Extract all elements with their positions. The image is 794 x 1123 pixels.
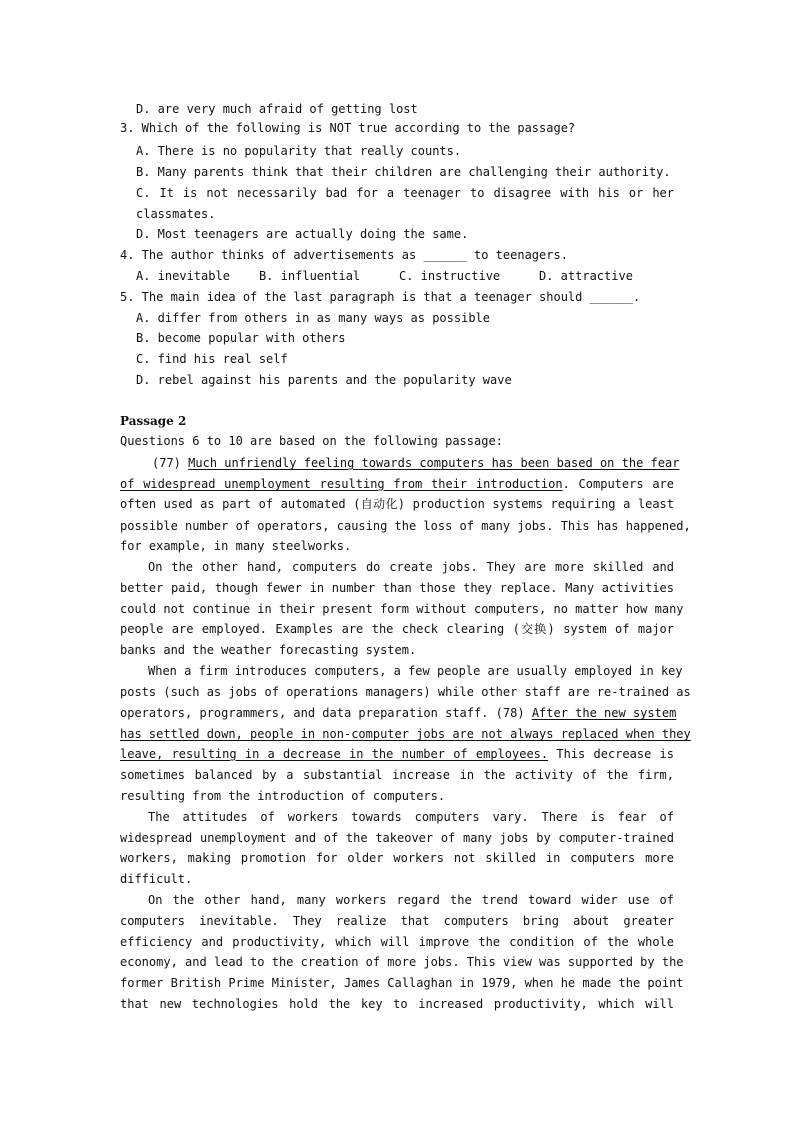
q5-stem: 5. The main idea of the last paragraph is that a teenager should ______.: [120, 290, 641, 304]
p3-line-7: resulting from the introduction of computers.: [120, 789, 446, 803]
p4-line-4: difficult.: [120, 872, 193, 886]
passage-intro: Questions 6 to 10 are based on the following passage:: [120, 434, 503, 448]
p3-underlined-2: has settled down, people in non-computer jobs are not always replaced when they: [120, 727, 691, 741]
p1-line-5: for example, in many steelworks.: [120, 539, 352, 553]
p1-line-2: [120, 477, 674, 492]
p2-line-1: On the other hand, computers do create jobs. They are more skilled and: [148, 560, 674, 574]
p3-line-2: posts (such as jobs of operations managers) while other staff are re-trained as: [120, 685, 691, 699]
q5-option-b: B. become popular with others: [136, 331, 346, 345]
q4-option-b: B. influential: [259, 269, 361, 283]
q3-option-a: A. There is no popularity that really counts.: [136, 144, 462, 158]
p3-line-3-start: operators, programmers, and data preparation staff. (78): [120, 706, 532, 720]
p5-line-6: that new technologies hold the key to increased productivity, which will: [120, 997, 674, 1011]
p2-line-4: people are employed. Examples are the check clearing (交换) system of major: [120, 622, 674, 636]
p4-line-1: The attitudes of workers towards computers vary. There is fear of: [148, 810, 674, 824]
q3-option-c-line1: C. It is not necessarily bad for a teenager to disagree with his or her: [136, 186, 674, 200]
p3-underlined-1: After the new system: [531, 706, 677, 720]
p4-line-2: widespread unemployment and of the takeover of many jobs by computer-trained: [120, 831, 674, 845]
p5-line-4: economy, and lead to the creation of more jobs. This view was supported by the: [120, 955, 684, 969]
p2-line-2: better paid, though fewer in number than those they replace. Many activities: [120, 581, 674, 595]
q3-option-b: B. Many parents think that their children are challenging their authority.: [136, 165, 671, 179]
p5-line-3: efficiency and productivity, which will improve the condition of the whole: [120, 935, 674, 949]
q3-option-d: D. Most teenagers are actually doing the same.: [136, 227, 469, 241]
p5-line-1: On the other hand, many workers regard the trend toward wider use of: [148, 893, 674, 907]
passage-heading: Passage 2: [120, 414, 187, 428]
p3-underlined-3: leave, resulting in a decrease in the number of employees.: [120, 747, 549, 761]
q3-stem: 3. Which of the following is NOT true according to the passage?: [120, 121, 576, 135]
p3-line-1: When a firm introduces computers, a few people are usually employed in key: [148, 664, 683, 678]
q3-option-c-line2: classmates.: [136, 207, 216, 221]
p4-line-3: workers, making promotion for older workers not skilled in computers more: [120, 851, 674, 865]
p3-line-3: [120, 706, 677, 721]
p1-line-4: possible number of operators, causing the loss of many jobs. This has happened,: [120, 519, 691, 533]
p3-line-5: [120, 747, 674, 762]
p5-line-2: computers inevitable. They realize that computers bring about greater: [120, 914, 674, 928]
p2-line-3: could not continue in their present form without computers, no matter how many: [120, 602, 684, 616]
p1-underlined-1: Much unfriendly feeling towards computers has been based on the fear: [188, 456, 680, 470]
p1-line-1: [152, 456, 680, 471]
p2-line-5: banks and the weather forecasting system.: [120, 643, 417, 657]
q4-option-a: A. inevitable: [136, 269, 230, 283]
p3-line-6: sometimes balanced by a substantial increase in the activity of the firm,: [120, 768, 674, 782]
q2-option-d: D. are very much afraid of getting lost: [136, 102, 418, 116]
q4-stem: 4. The author thinks of advertisements as ______ to teenagers.: [120, 248, 568, 262]
p1-underlined-2: of widespread unemployment resulting from their introduction: [120, 477, 563, 491]
p1-line-3: often used as part of automated (自动化) production systems requiring a least: [120, 497, 674, 511]
q4-option-c: C. instructive: [399, 269, 501, 283]
q4-option-d: D. attractive: [539, 269, 633, 283]
q5-option-c: C. find his real self: [136, 352, 288, 366]
q5-option-d: D. rebel against his parents and the popularity wave: [136, 373, 512, 387]
p1-line-2-rest: . Computers are: [562, 477, 674, 491]
q5-option-a: A. differ from others in as many ways as possible: [136, 311, 491, 325]
p3-line-5-rest: This decrease is: [548, 747, 674, 761]
p1-marker: (77): [152, 456, 181, 470]
p5-line-5: former British Prime Minister, James Callaghan in 1979, when he made the point: [120, 976, 684, 990]
